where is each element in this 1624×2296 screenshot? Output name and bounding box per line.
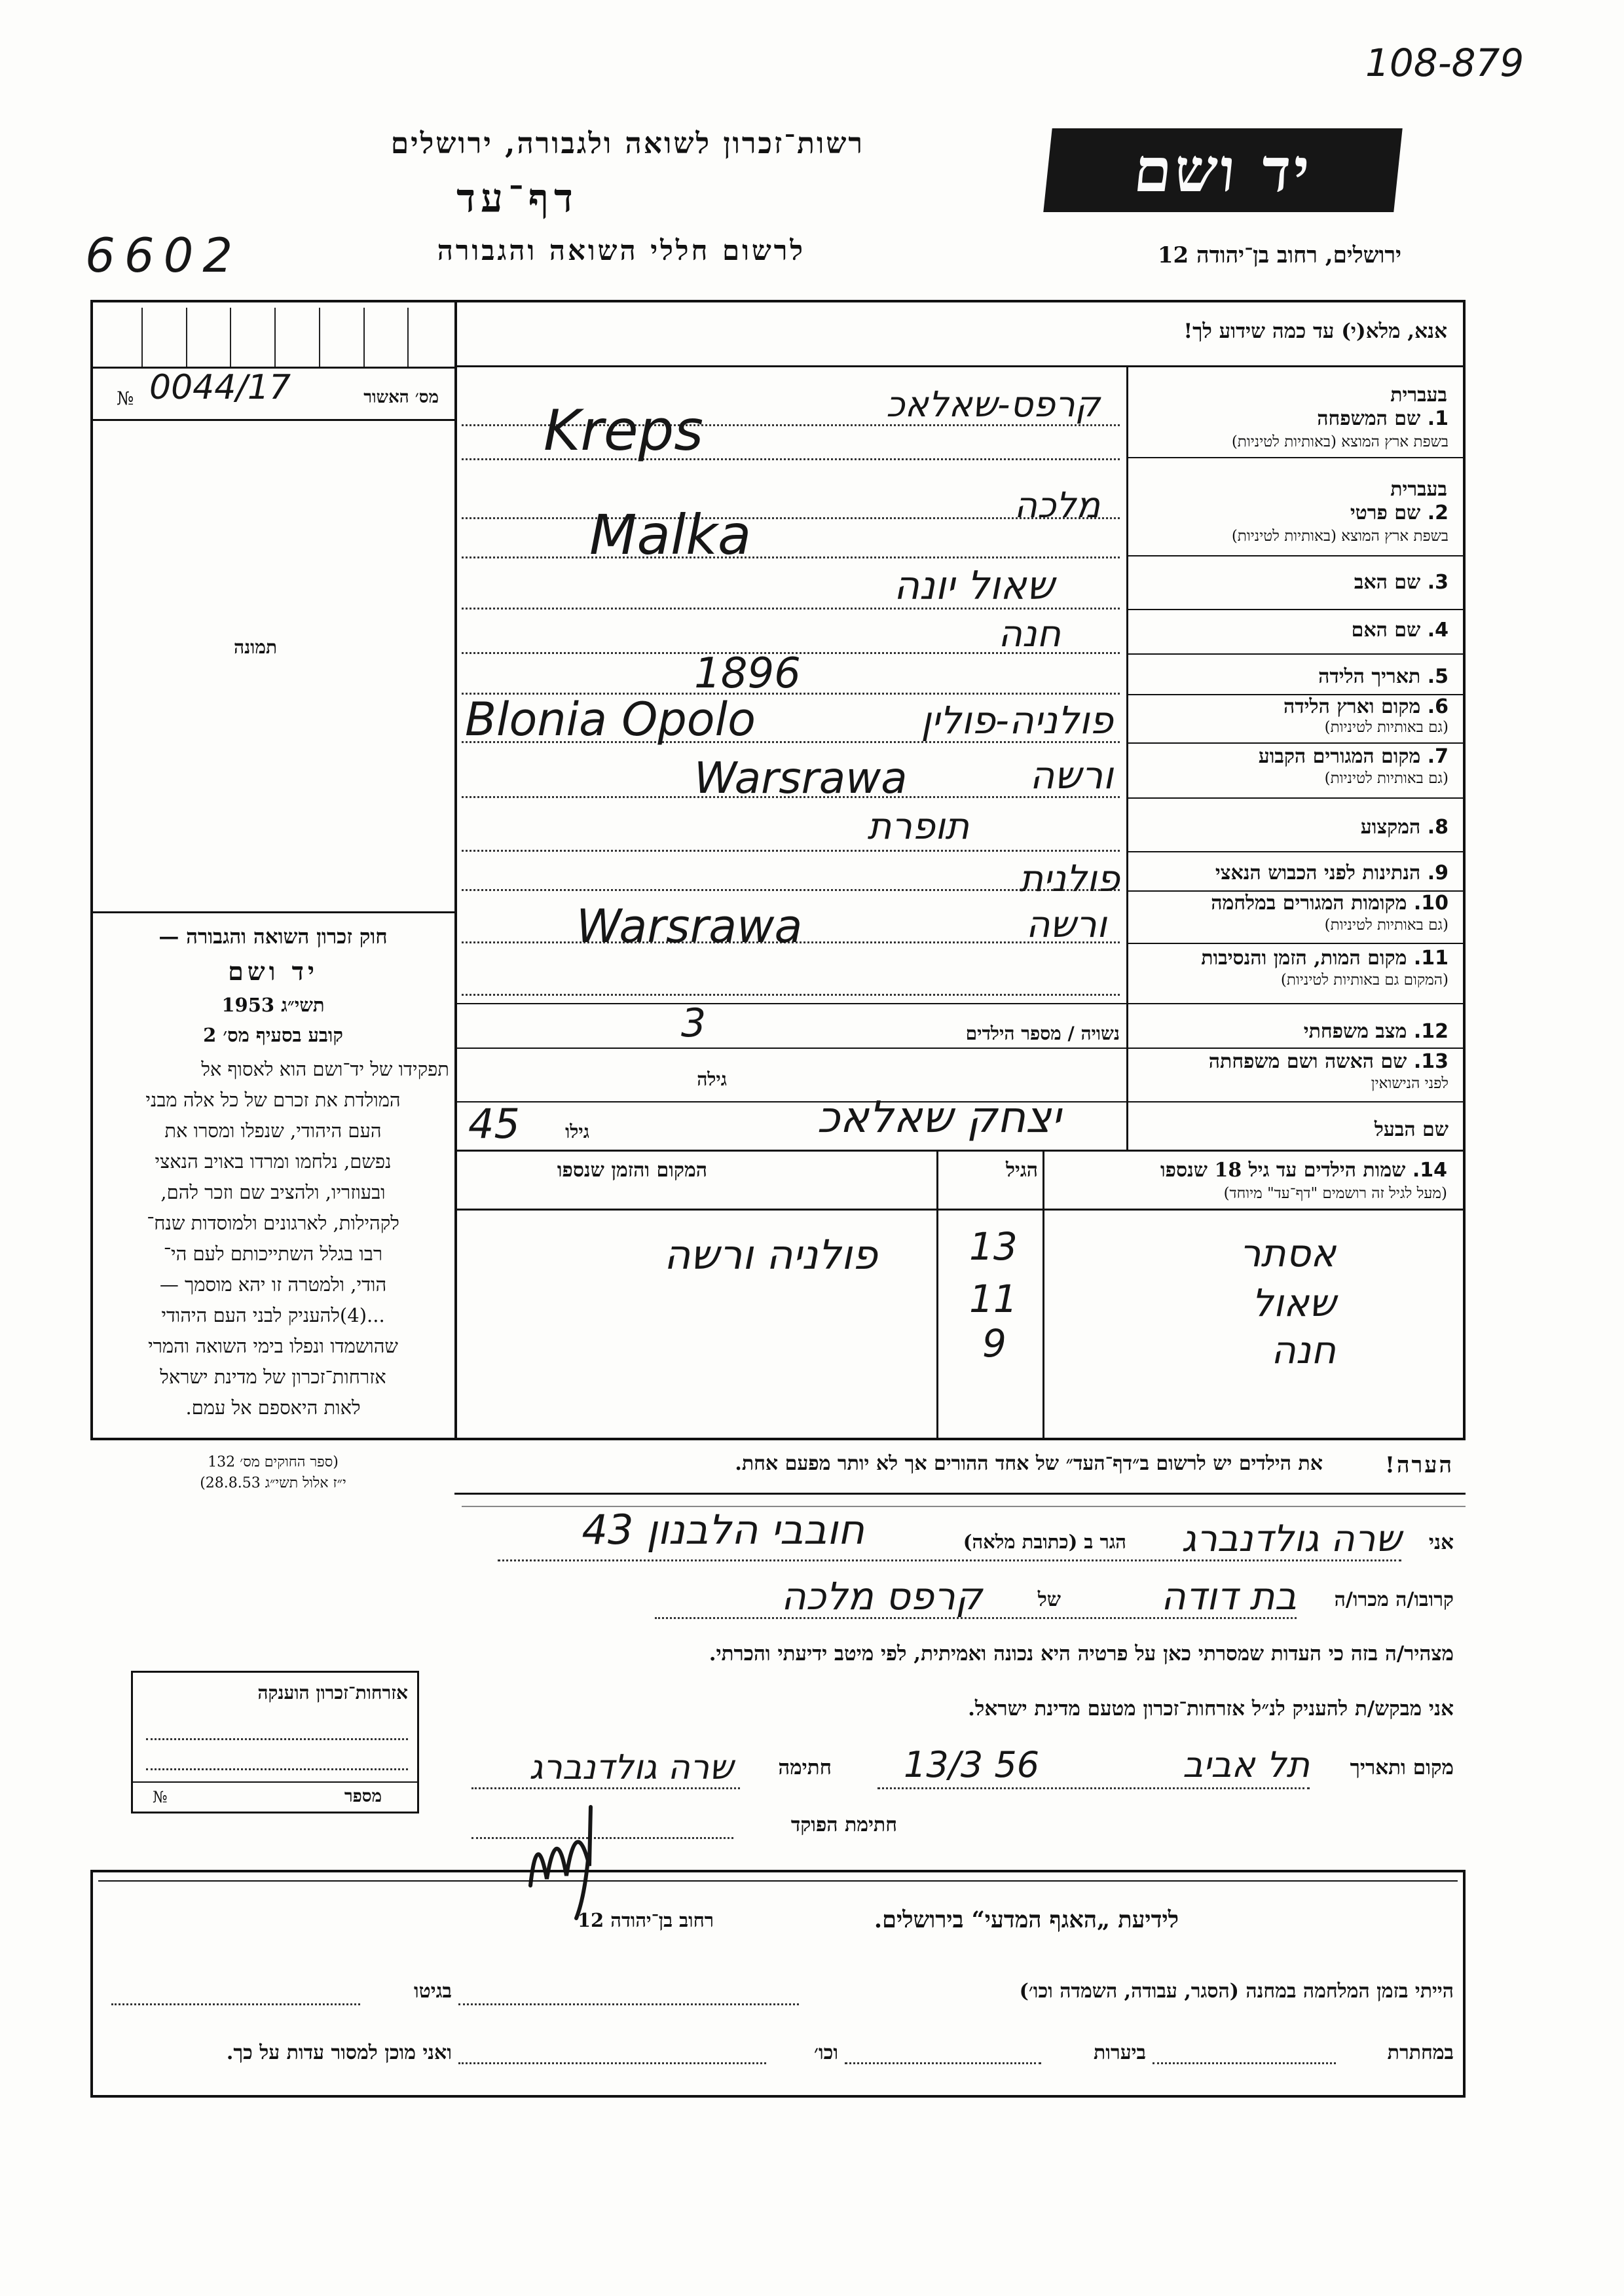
footer-underground: במחתרת xyxy=(1387,2041,1454,2064)
wartime-residence-latin: Warsrawa xyxy=(576,900,803,953)
child-age: 9 xyxy=(982,1321,1006,1366)
husband-name: יצחק שאלאכ xyxy=(817,1092,1061,1142)
approval-digit-boxes xyxy=(98,308,452,367)
law-yad-vashem: יד ושם xyxy=(228,957,318,986)
father-name: שאול יונה xyxy=(893,563,1054,609)
form-subtitle: לרשום חללי השואה והגבורה xyxy=(437,234,805,266)
firstname-latin: Malka xyxy=(589,503,752,567)
footer-forests: ביערות xyxy=(1093,2041,1146,2064)
yad-vashem-logo xyxy=(1043,128,1402,212)
decl-of-label: של xyxy=(1037,1588,1061,1611)
form-title: דף־עד xyxy=(456,175,578,221)
citizenship-number-label: מספר xyxy=(344,1787,382,1806)
decl-residing-label: הגר ב (כתובת מלאה) xyxy=(963,1531,1126,1553)
child-age: 11 xyxy=(969,1277,1018,1321)
label-column-divider xyxy=(1126,365,1128,1151)
residence-latin: Warsrawa xyxy=(694,753,908,803)
husband-label: שם הבעל xyxy=(1374,1118,1449,1141)
note-text: את הילדים יש לרשום ב״דף־העד״ של אחד ההורים אך לא יותר מפעם אחת. xyxy=(735,1452,1323,1475)
archive-number: 108-879 xyxy=(1365,41,1524,85)
spouse-age-label: גילה xyxy=(697,1068,727,1090)
child-name: שאול xyxy=(1251,1281,1336,1325)
decl-i-am: אני xyxy=(1428,1531,1454,1554)
surname-latin: Kreps xyxy=(544,398,704,464)
child-name: חנה xyxy=(1270,1328,1336,1372)
profession: תופרת xyxy=(867,805,969,848)
law-clause: קובע בסעיף מס׳ 2 xyxy=(203,1024,343,1046)
witness-name: שרה גולדנברג xyxy=(1181,1518,1401,1560)
form-number: 6602 xyxy=(85,228,242,283)
field-12: 12. מצב משפחתי xyxy=(1303,1020,1449,1043)
official-signature-label: חתימת הפוקד xyxy=(790,1813,897,1836)
decl-date: 13/3 56 xyxy=(904,1744,1040,1785)
field-8: 8. המקצוע xyxy=(1360,816,1449,839)
law-body: תפקידו של יד־ושם הוא לאסוף אל המולדת את זכרם של כל אלה מבני העם היהודי, שנפלו ומסרו את נפשם, נלחמו ומרדו באויב הנאצי ובעוזריו, ולהציב שם וזכר להם, לקהילות, לארגונים ולמוסדות שנח־ רבו בגלל השתייכותם לעם הי־ הודי, ולמטרה זו יהא מוסמך — ...(4)להעניק לבני העם היהודי שהושמדו ונפלו בימי השואה והמרי אזרחות־זכרון של מדינת ישראל לאות היאספם אל עמם. xyxy=(145,1058,449,1419)
wartime-residence-hebrew: ורשה xyxy=(1025,903,1107,946)
decl-statement: מצהיר/ה בזה כי העדות שמסרתי כאן על פרטיה היא נכונה ואמיתית, לפי מיטב ידיעתי והכרתי. xyxy=(709,1642,1454,1666)
footer-etc: וכו׳ xyxy=(814,2041,838,2064)
residence-hebrew: ורשה xyxy=(1029,753,1113,797)
decl-place: תל אביב xyxy=(1183,1744,1310,1785)
photo-label: תמונה xyxy=(233,636,278,658)
child-name: אסתר xyxy=(1239,1231,1336,1275)
intro-text: אנא, מלא(י) עד כמה שידוע לך! xyxy=(1183,319,1447,343)
husband-age: 45 xyxy=(468,1100,520,1148)
approval-label: מס׳ האשור xyxy=(363,388,439,407)
birthplace-hebrew: פולניה-פולין xyxy=(921,698,1113,742)
law-source-1: (ספר החוקים מס׳ 132 xyxy=(208,1454,339,1470)
children-header-sub: (מעל לגיל זה רושמים "דף־עד" מיוחד) xyxy=(1223,1185,1447,1202)
authority-name: רשות־זכרון לשואה ולגבורה, ירושלים xyxy=(390,127,864,160)
field-9: 9. הנתינות לפני הכבוש הנאצי xyxy=(1215,862,1449,884)
witness-address: חובבי הלבנון 43 xyxy=(581,1506,864,1554)
approval-number: 0044/17 xyxy=(149,368,291,407)
law-title: חוק זכרון השואה והגבורה — xyxy=(158,925,388,949)
signature-label: חתימה xyxy=(778,1756,832,1779)
birth-date: 1896 xyxy=(694,649,801,698)
husband-age-label: גילו xyxy=(565,1121,589,1142)
citizenship-box: אזרחות־זכרון הוענקה № מספר xyxy=(131,1671,419,1813)
footer-camp-line: הייתי בזמן המלחמה במחנה (הסגר, עבודה, השמדה וכו׳) xyxy=(1019,1980,1454,2003)
place-date-label: מקום ותאריך xyxy=(1350,1756,1454,1779)
law-year: תשי״ג 1953 xyxy=(221,994,325,1016)
children-place: פולניה ורשה xyxy=(663,1231,877,1279)
logo-text: יד ושם xyxy=(1130,135,1316,206)
citizenship-title: אזרחות־זכרון הוענקה xyxy=(257,1682,408,1704)
field-3: 3. שם האב xyxy=(1354,571,1449,594)
witness-signature: שרה גולדנברג xyxy=(529,1748,733,1787)
surname-hebrew: קרפס-שאלאכ xyxy=(886,384,1100,425)
left-column-divider xyxy=(454,300,457,1440)
decl-relative-label: קרובו/ה מכרו/ה xyxy=(1334,1588,1454,1611)
witness-relation: בת דודה xyxy=(1160,1574,1297,1618)
nationality: פולנית xyxy=(1019,858,1120,900)
place-header: המקום והזמן שנספו xyxy=(557,1159,707,1182)
age-header: הגיל xyxy=(1005,1159,1038,1182)
child-age: 13 xyxy=(969,1224,1018,1269)
children-count: 3 xyxy=(681,1000,707,1046)
decl-relative-of: קרפס מלכה xyxy=(781,1574,982,1618)
footer-testimony: ואני מוכן למסור עדות על כך. xyxy=(226,2041,452,2064)
footer-address: רחוב בן־יהודה 12 xyxy=(577,1909,714,1931)
birthplace-latin: Blonia Opolo xyxy=(465,693,756,746)
mother-name: חנה xyxy=(998,613,1061,655)
firstname-hebrew: מלכה xyxy=(1014,484,1100,526)
decl-request: אני מבקש/ת להעניק לנ״ל אזרחות־זכרון מטעם מדינת ישראל. xyxy=(968,1697,1454,1721)
address: ירושלים, רחוב בן־יהודה 12 xyxy=(1157,242,1401,268)
field-5: 5. תאריך הלידה xyxy=(1318,665,1449,688)
law-source-2: י״ז אלול תשי״ג 28.8.53) xyxy=(200,1475,346,1491)
footer-title: לידיעת „האגף המדעי“ בירושלים. xyxy=(874,1906,1179,1933)
footer-ghetto: בגיטו xyxy=(413,1980,452,2003)
approval-no-sign: № xyxy=(117,388,134,409)
note-label: הערה! xyxy=(1385,1452,1454,1478)
marital-status: נשויה / מספר הילדים xyxy=(965,1023,1120,1044)
field-4: 4. שם האם xyxy=(1351,619,1449,642)
children-header: 14. שמות הילדים עד גיל 18 שנספו xyxy=(1160,1159,1447,1182)
